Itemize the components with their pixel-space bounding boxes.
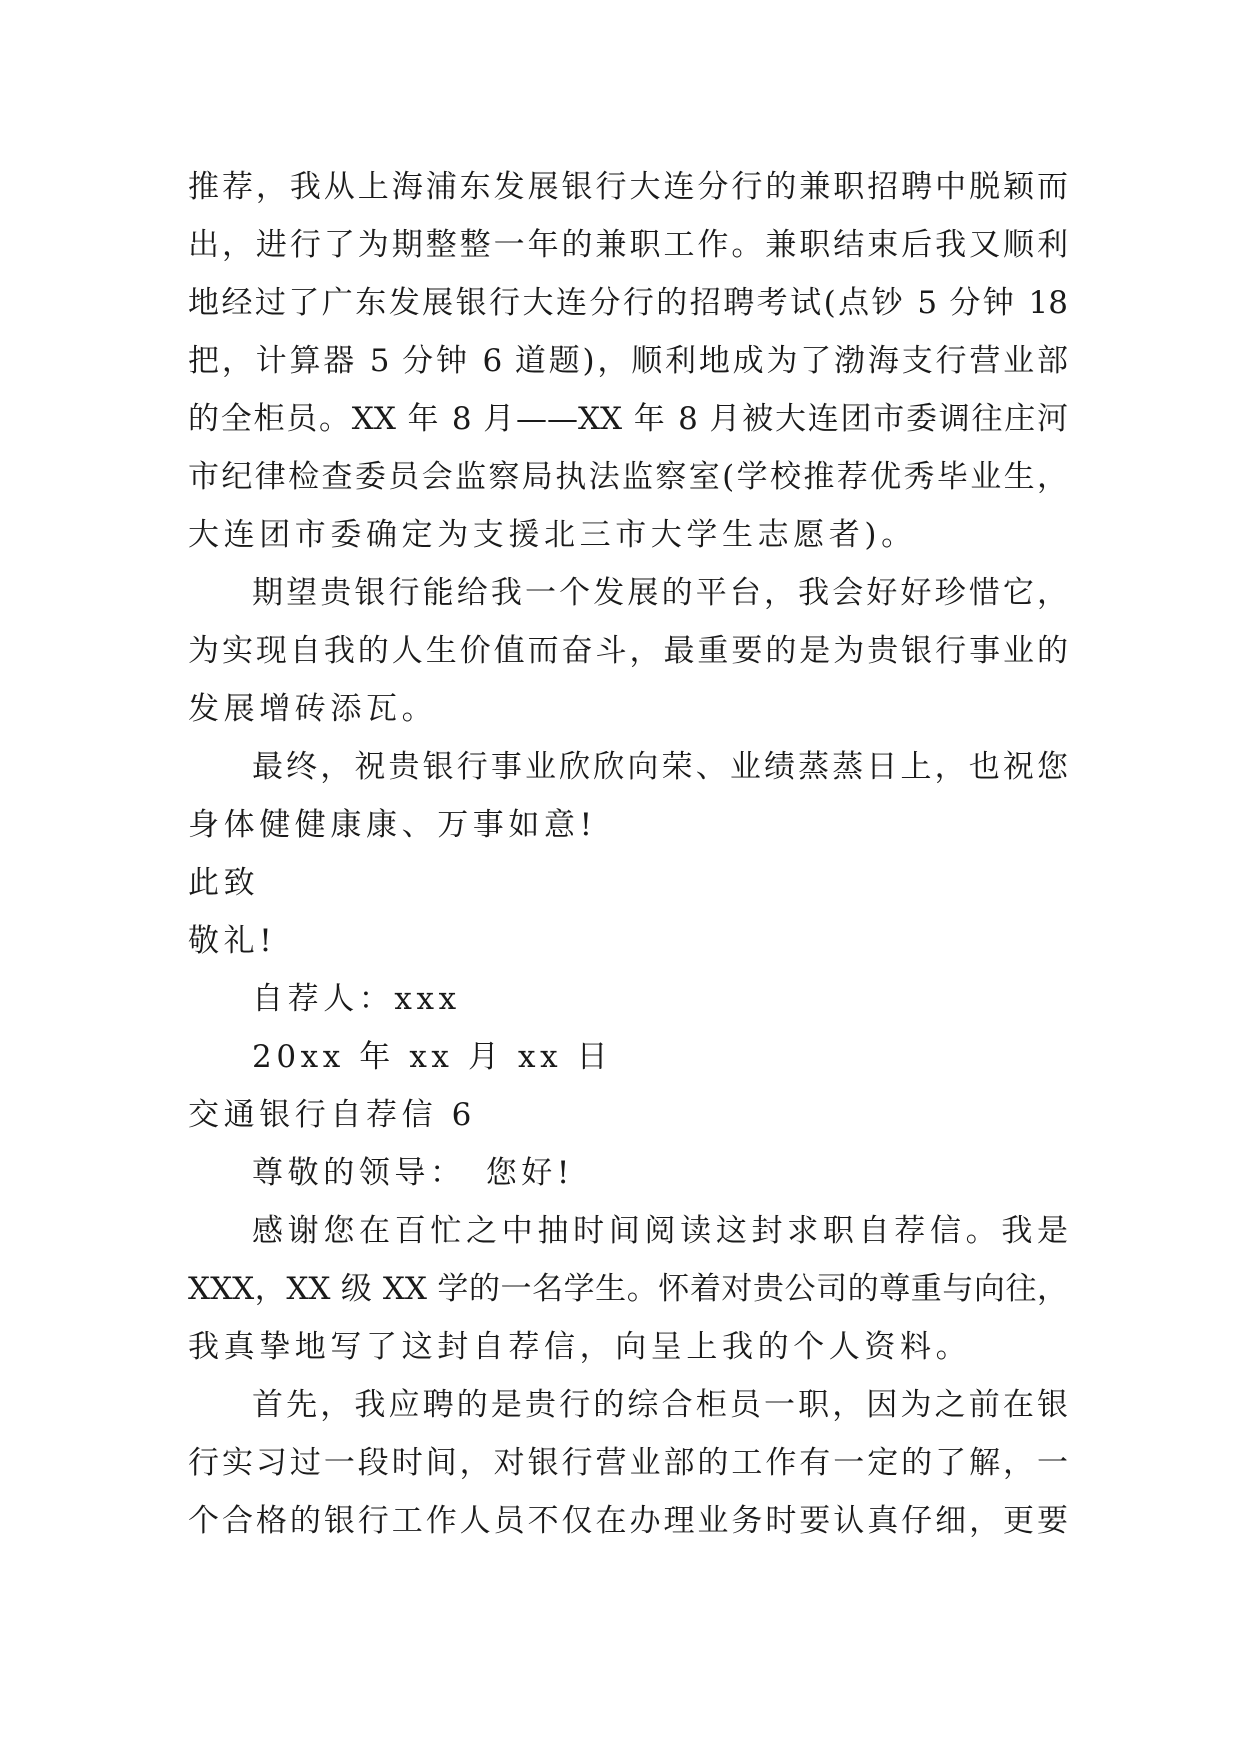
text-line: 个合格的银行工作人员不仅在办理业务时要认真仔细，更要 [188,1503,1068,1539]
text-line: 市纪律检查委员会监察局执法监察室(学校推荐优秀毕业生， [188,459,1068,495]
greeting-line: 尊敬的领导： 您好! [252,1155,574,1191]
text-line: 最终，祝贵银行事业欣欣向荣、业绩蒸蒸日上，也祝您 [252,749,1068,785]
closing-salutation: 此致 [188,865,260,901]
text-line: 期望贵银行能给我一个发展的平台，我会好好珍惜它， [252,575,1068,611]
text-line: 为实现自我的人生价值而奋斗，最重要的是为贵银行事业的 [188,633,1068,669]
text-line: 大连团市委确定为支援北三市大学生志愿者)。 [188,517,917,553]
text-line: 出，进行了为期整整一年的兼职工作。兼职结束后我又顺利 [188,227,1068,263]
text-line: 的全柜员。XX 年 8 月——XX 年 8 月被大连团市委调往庄河 [188,401,1068,437]
text-line: XXX，XX 级 XX 学的一名学生。怀着对贵公司的尊重与向往， [188,1271,1068,1307]
date-line: 20xx 年 xx 月 xx 日 [252,1039,613,1075]
text-line: 身体健健康康、万事如意! [188,807,597,843]
text-line: 感谢您在百忙之中抽时间阅读这封求职自荐信。我是 [252,1213,1068,1249]
text-line: 首先，我应聘的是贵行的综合柜员一职，因为之前在银 [252,1387,1068,1423]
section-title: 交通银行自荐信 6 [188,1097,476,1133]
text-line: 我真挚地写了这封自荐信，向呈上我的个人资料。 [188,1329,972,1365]
closing-regards: 敬礼! [188,923,277,959]
text-line: 行实习过一段时间，对银行营业部的工作有一定的了解，一 [188,1445,1068,1481]
text-line: 推荐，我从上海浦东发展银行大连分行的兼职招聘中脱颖而 [188,169,1068,205]
text-line: 发展增砖添瓦。 [188,691,438,727]
signature-line: 自荐人：xxx [252,981,461,1017]
letter-body [188,158,1068,1550]
text-line: 地经过了广东发展银行大连分行的招聘考试(点钞 5 分钟 18 [188,285,1068,321]
text-line: 把，计算器 5 分钟 6 道题)，顺利地成为了渤海支行营业部 [188,343,1068,379]
